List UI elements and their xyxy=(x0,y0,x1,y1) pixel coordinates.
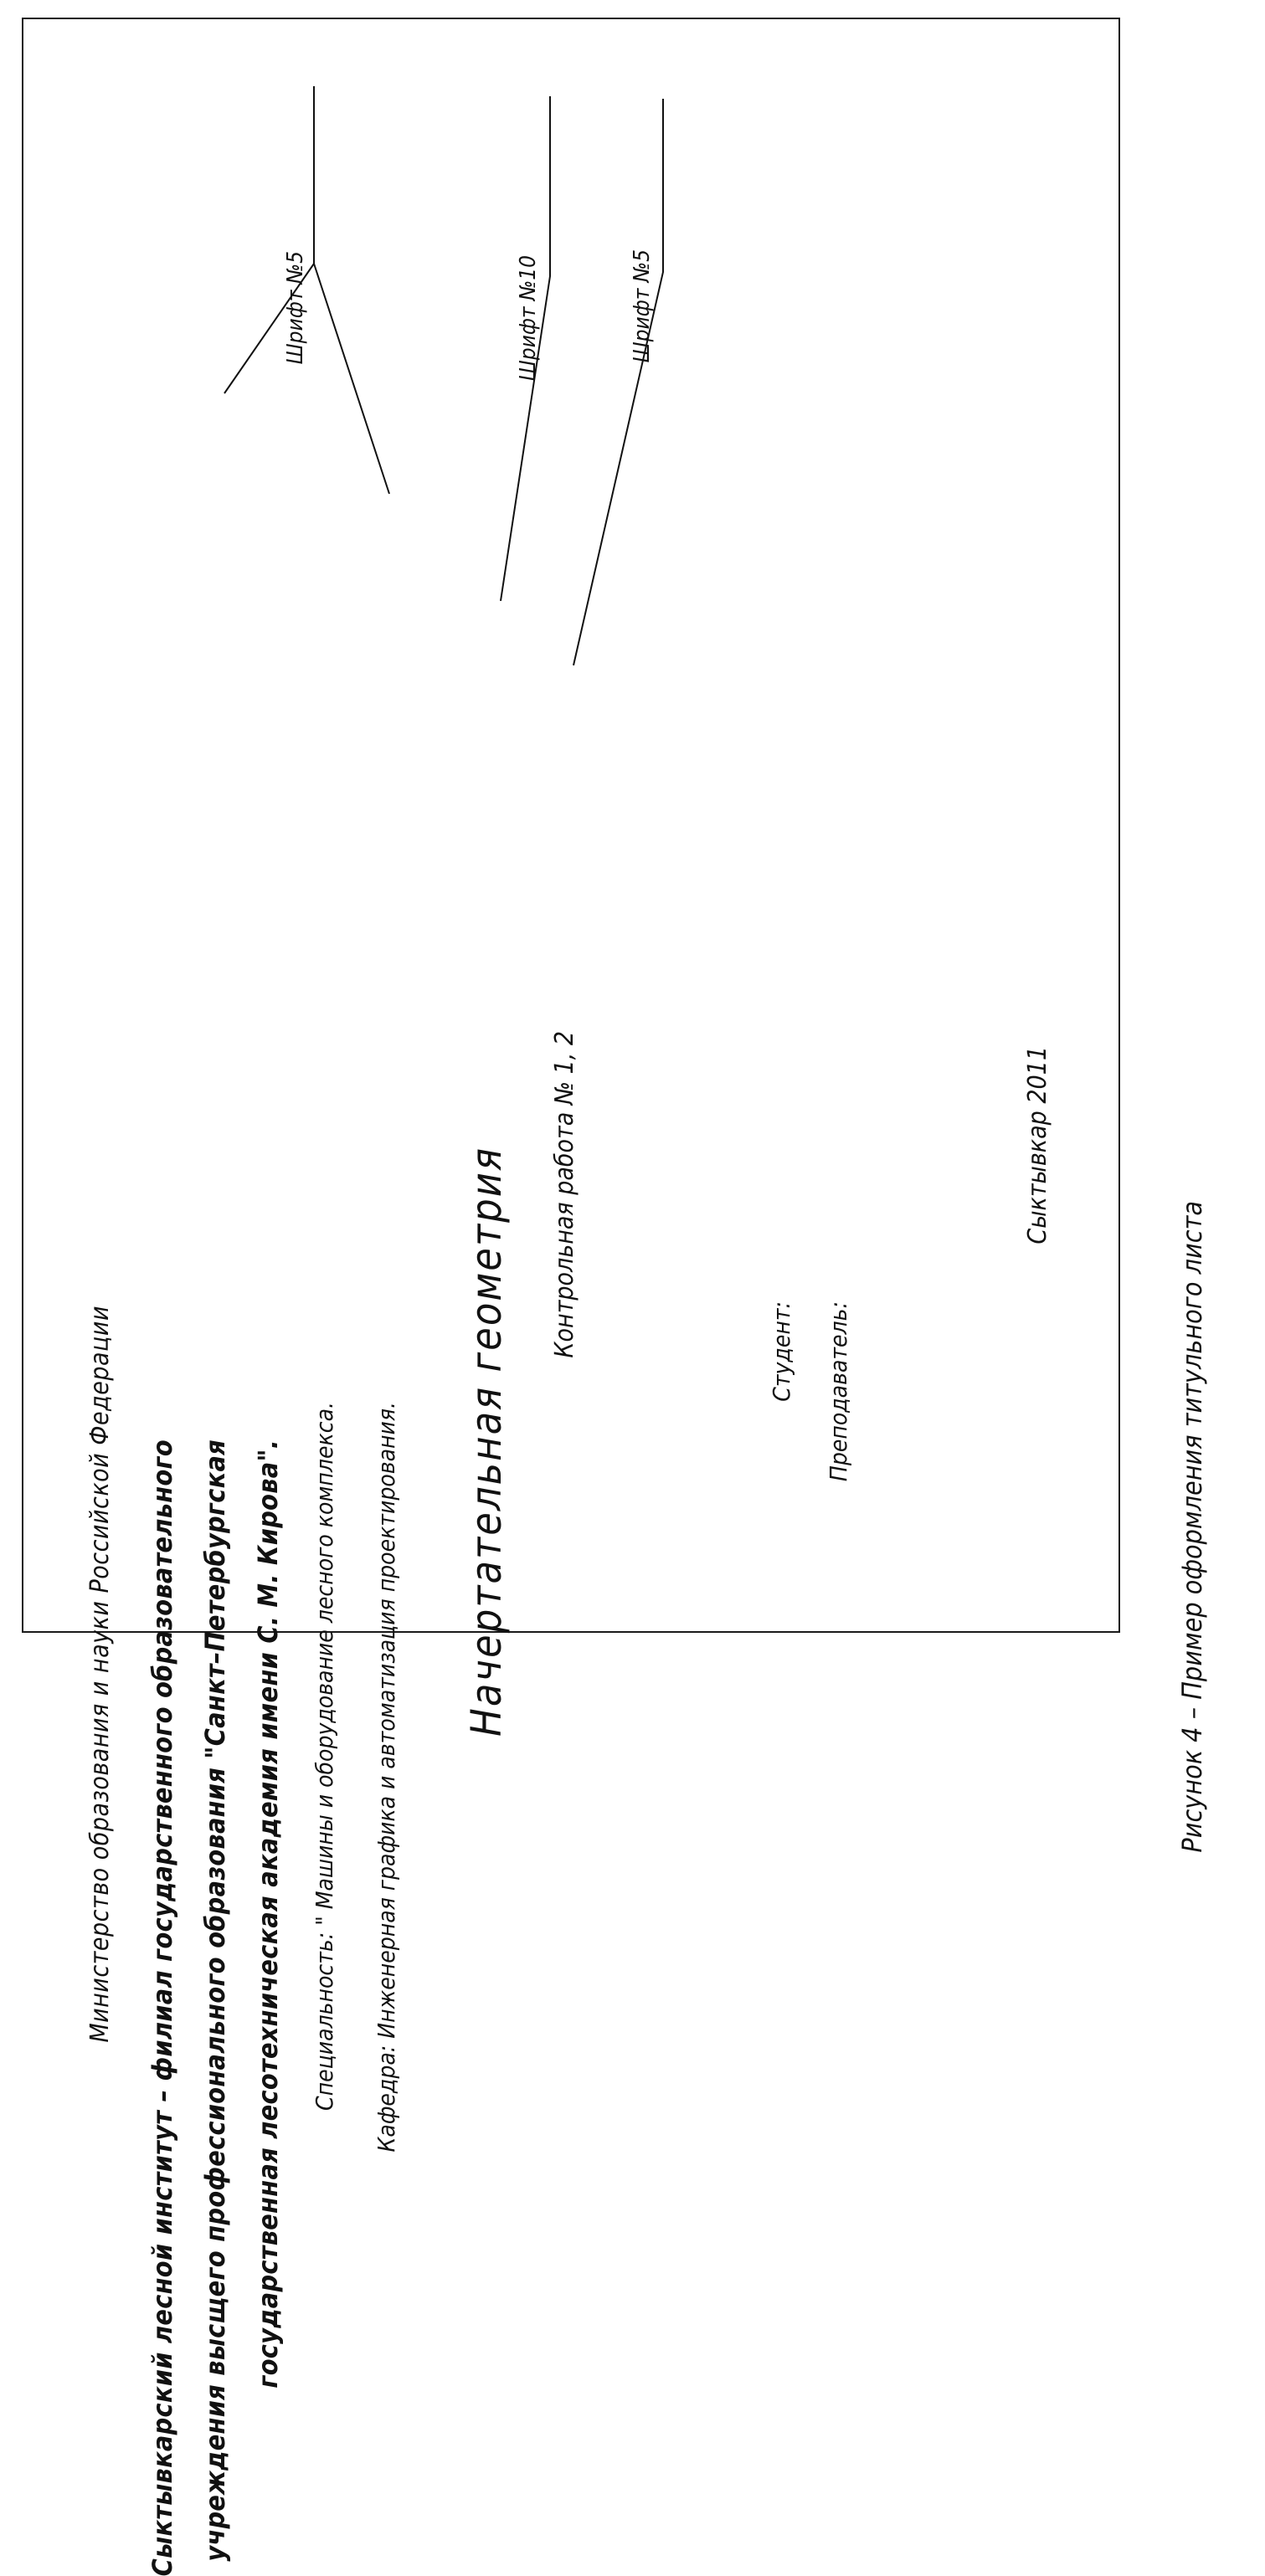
figure-caption: Рисунок 4 – Пример оформления титульного листа xyxy=(1176,1201,1208,1853)
department-text: Кафедра: Инженерная графика и автоматизация проектирования. xyxy=(373,1402,400,2153)
teacher-label: Преподаватель: xyxy=(825,1301,852,1482)
page-frame xyxy=(22,18,1120,1633)
institute-line-1: Сыктывкарский лесной институт – филиал государственного образовательного xyxy=(147,1439,178,2576)
font-label-1: Шрифт №5 xyxy=(283,251,308,365)
student-label: Студент: xyxy=(768,1301,795,1402)
work-title: Контрольная работа № 1, 2 xyxy=(550,1031,579,1358)
institute-line-2: учреждения высщего профессионального образования "Санкт–Петербургская xyxy=(199,1439,231,2562)
font-label-3: Шрифт №5 xyxy=(630,249,655,363)
ministry-text: Министерство образования и науки Российской Федерации xyxy=(85,1306,115,2043)
specialty-text: Специальность: " Машины и оборудование лесного комплекса. xyxy=(311,1402,338,2111)
font-label-2: Шрифт №10 xyxy=(516,255,541,382)
document-title: Начертательная геометрия xyxy=(462,1147,511,1737)
institute-line-3: государственная лесотехническая академия имени С. М. Кирова". xyxy=(252,1439,284,2389)
city-year: Сыктывкар 2011 xyxy=(1023,1046,1052,1244)
